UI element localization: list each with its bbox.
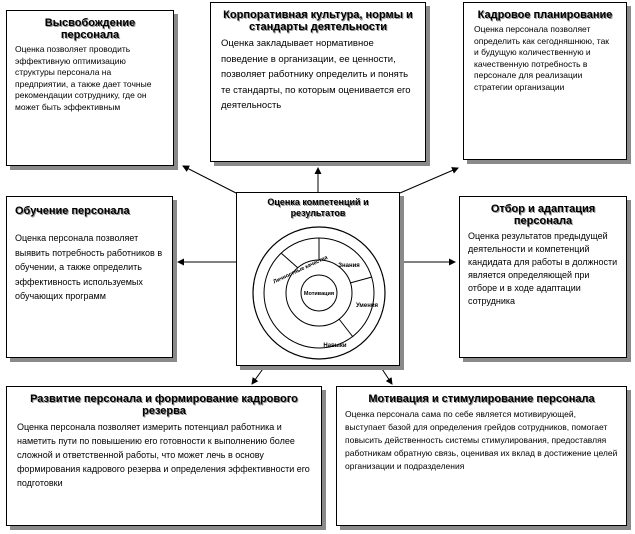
motivation-body: Оценка персонала сама по себе является мотивирующей, выступает базой для определения грейдов сотрудников, помогает повысить действенность системы стимулирования, предоставляя работникам обратную связь, оценивая их вклад в достижение целей организации и подразделения	[345, 409, 618, 471]
development-box	[6, 386, 322, 526]
release-body: Оценка позволяет проводить эффективную оптимизацию структуры персонала на предприятии, а также дает точные рекомендации сотруднику, где он может быть эффективным	[15, 44, 152, 112]
arrow-to-motivation	[380, 366, 392, 384]
development-title: Развитие персонала и формирование кадрового резерва	[30, 393, 298, 417]
selection-title: Отбор и адаптация персонала	[490, 203, 596, 227]
motivation-box	[336, 386, 627, 526]
planning-body: Оценка персонала позволяет определить как сегодняшнюю, так и будущую количественную и качественную потребность в персонале для реализации стратегии организации	[474, 24, 610, 92]
competency-ring-diagram	[241, 223, 397, 363]
culture-body: Оценка закладывает нормативное поведение в организации, ее ценности, позволяет работнику определить и понять те стандарты, по которым оценивается его деятельность	[221, 38, 411, 111]
ring-label-abilities: Навыки	[323, 343, 347, 349]
ring-label-personal: Личностные качества	[272, 254, 329, 286]
culture-title: Корпоративная культура, нормы и стандарты деятельности	[223, 9, 413, 33]
planning-title: Кадровое планирование	[477, 9, 613, 21]
development-body: Оценка персонала позволяет измерить потенциал работника и наметить пути по повышению его готовности к выполнению более сложной и ответственной работы, что может лечь в основу формирования кадрового резерва и определения эффективности его подготовки	[17, 422, 310, 488]
culture-box	[210, 2, 426, 162]
training-body: Оценка персонала позволяет выявить потребность работников в обучении, а также определить эффективность используемых обучающих программ	[15, 233, 163, 301]
release-box	[6, 10, 174, 166]
center-box	[236, 192, 400, 366]
selection-body: Оценка результатов предыдущей деятельности и компетенций кандидата для работы в должности является определяющей при отборе и в ходе адаптации сотрудника	[468, 231, 618, 306]
arrow-to-planning	[400, 168, 458, 193]
planning-box	[463, 2, 627, 160]
ring-label-knowledge: Знания	[338, 263, 360, 269]
motivation-title: Мотивация и стимулирование персонала	[368, 393, 595, 405]
selection-box	[459, 196, 627, 358]
training-box	[6, 196, 173, 358]
arrow-to-development	[252, 366, 265, 384]
ring-label-skills: Умения	[355, 303, 379, 309]
ring-label-motivation: Мотивация	[303, 291, 335, 297]
training-title: Обучение персонала	[15, 205, 130, 217]
release-title: Высвобождение персонала	[44, 17, 136, 41]
arrow-to-release	[183, 166, 236, 193]
center-title: Оценка компетенций и результатов	[267, 197, 369, 218]
